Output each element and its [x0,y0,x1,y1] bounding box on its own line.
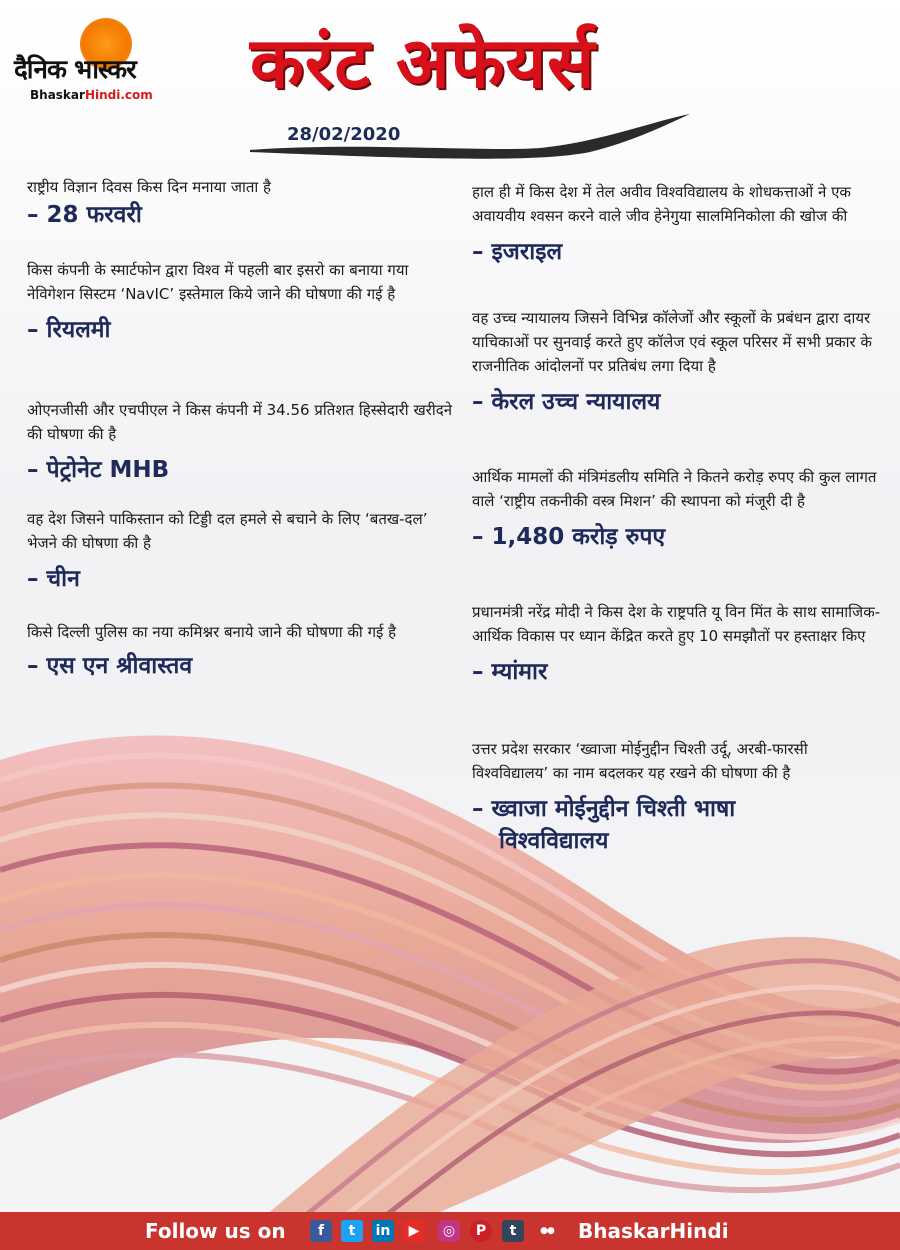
left-item-1 [27,175,457,231]
logo[interactable] [14,10,204,105]
answer-text: – चीन [27,566,80,592]
question-text: आर्थिक मामलों की मंत्रिमंडलीय समिति ने कितने करोड़ रुपए की कुल लागत वाले ‘राष्ट्रीय तकनीकी वस्त्र मिशन’ की स्थापना को मंजूरी दी है [472,468,877,510]
logo-site-suffix: Hindi.com [84,88,153,102]
logo-name: दैनिक भास्कर [14,55,136,85]
answer-text: – 28 फरवरी [27,202,142,228]
twitter-icon[interactable]: t [341,1220,363,1242]
tumblr-icon[interactable]: t [502,1220,524,1242]
right-item-1 [472,180,887,268]
linkedin-icon[interactable]: in [372,1220,394,1242]
question-text: हाल ही में किस देश में तेल अवीव विश्वविद्यालय के शोधकत्ताओं ने एक अवायवीय श्वसन करने वाले जीव हेनेगुया सालमिनिकोला की खोज की [472,183,851,225]
footer-handle[interactable]: BhaskarHindi [578,1219,729,1243]
question-text: वह देश जिसने पाकिस्तान को टिड्डी दल हमले से बचाने के लिए ‘बतख-दल’ भेजने की घोषणा की है [27,510,428,552]
answer-text: – ख्वाजा मोईनुद्दीन चिश्ती भाषा [472,796,736,822]
answer-text: – रियलमी [27,317,111,343]
answer-text: – 1,480 करोड़ रुपए [472,524,666,550]
right-item-2 [472,306,892,418]
answer-text: – केरल उच्च न्यायालय [472,389,661,415]
answer-text-line2: विश्वविद्यालय [499,828,609,854]
facebook-icon[interactable]: f [310,1220,332,1242]
date-label: 28/02/2020 [287,124,401,145]
question-text: ओएनजीसी और एचपीएल ने किस कंपनी में 34.56 प्रतिशत हिस्सेदारी खरीदने की घोषणा की है [27,401,453,443]
page-title: करंट अफेयर्स [250,22,596,104]
answer-text: – पेट्रोनेट MHB [27,457,170,483]
instagram-icon[interactable]: ◎ [438,1220,460,1242]
logo-site [30,88,153,102]
footer-bar [0,1212,900,1250]
left-item-5 [27,620,457,682]
answer-text: – एस एन श्रीवास्तव [27,653,193,679]
logo-site-prefix: Bhaskar [30,88,85,102]
question-text: किस कंपनी के स्मार्टफोन द्वारा विश्व में पहली बार इसरो का बनाया गया नेविगेशन सिस्टम ‘NavIC’ इस्तेमाल किये जाने की घोषणा की गई है [27,261,409,303]
question-text: उत्तर प्रदेश सरकार ‘ख्वाजा मोईनुद्दीन चिश्ती उर्दू, अरबी-फारसी विश्वविद्यालय’ का नाम बदलकर यह रखने की घोषणा की है [472,740,808,782]
question-text: वह उच्च न्यायालय जिसने विभिन्न कॉलेजों और स्कूलों के प्रबंधन द्वारा दायर याचिकाओं पर सुनवाई करते हुए कॉलेज एवं स्कूल परिसर में सभी प्रकार के राजनीतिक आंदोलनों पर प्रतिबंध लगा दिया है [472,309,872,375]
pinterest-icon[interactable]: P [470,1220,492,1242]
question-text: राष्ट्रीय विज्ञान दिवस किस दिन मनाया जाता है [27,178,272,196]
left-item-3 [27,398,457,486]
question-text: प्रधानमंत्री नरेंद्र मोदी ने किस देश के राष्ट्रपति यू विन मिंत के साथ सामाजिक-आर्थिक विकास पर ध्यान केंद्रित करते हुए 10 समझौतों पर हस्ताक्षर किए [472,603,881,645]
flickr-icon[interactable]: ●● [540,1226,554,1236]
left-item-4 [27,507,457,595]
right-item-3 [472,465,882,553]
follow-us-label: Follow us on [145,1219,286,1243]
left-item-2 [27,258,457,346]
question-text: किसे दिल्ली पुलिस का नया कमिश्नर बनाये जाने की घोषणा की गई है [27,623,397,641]
answer-text: – म्यांमार [472,659,548,685]
answer-text: – इजराइल [472,239,563,265]
right-item-5 [472,737,882,857]
youtube-icon[interactable]: ▶ [403,1220,425,1242]
right-item-4 [472,600,887,688]
